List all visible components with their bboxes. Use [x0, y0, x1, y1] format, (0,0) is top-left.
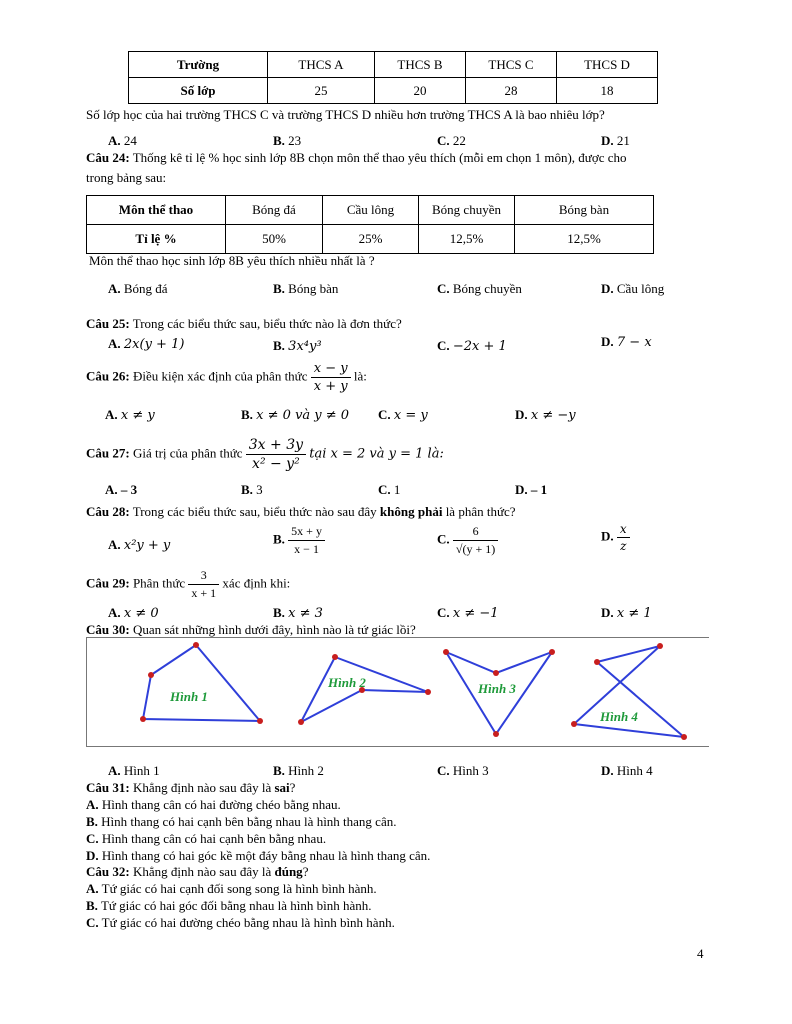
q28-option-b: B. $\frac{5x + y}{x - 1}$ [273, 524, 325, 557]
table-header-cell: THCS D [557, 52, 658, 78]
q30-option-d: D. Hình 4 [601, 763, 653, 778]
q26-text: Câu 26: Điều kiện xác định của phân thức $\frac{x - y}{x + y}$ là: [86, 361, 367, 394]
q28-text: Câu 28: Trong các biểu thức sau, biểu thức nào sau đây không phải là phân thức? [86, 504, 516, 519]
q27-text: Câu 27: Giá trị của phân thức $\frac{3x + 3y}{\text{x² − y²}}$ tại x = 2 và y = 1 là: [86, 437, 444, 472]
table-cell: 25 [268, 78, 375, 104]
q31-option-a: A. Hình thang cân có hai đường chéo bằng nhau. [86, 797, 341, 812]
q28-option-d: D. $\frac{x}{z}$ [601, 522, 630, 553]
table-header-cell: Cầu lông [323, 196, 419, 225]
table-header-cell: Môn thể thao [87, 196, 226, 225]
q29-option-c: C. x ≠ −1 [437, 605, 499, 621]
q26-option-c: C. x = y [378, 407, 428, 423]
school-classes-table [128, 51, 658, 104]
figure-4-label: Hình 4 [600, 709, 638, 724]
table-cell: 12,5% [515, 225, 654, 254]
q28-option-c: C. $\frac{6}{√(y + 1)}$ [437, 524, 498, 557]
q25-option-b: B. 3x⁴y³ [273, 338, 322, 354]
figure-1-label: Hình 1 [170, 689, 208, 704]
table-header-cell: Bóng đá [226, 196, 323, 225]
table-header-cell: THCS B [375, 52, 466, 78]
table-cell: Tỉ lệ % [87, 225, 226, 254]
figure-3-label: Hình 3 [478, 681, 516, 696]
q31-text: Câu 31: Khẳng định nào sau đây là sai? [86, 780, 296, 795]
figure-3 [443, 649, 555, 737]
q31-option-d: D. Hình thang có hai góc kề một đáy bằng nhau là hình thang cân. [86, 848, 431, 863]
q32-text: Câu 32: Khẳng định nào sau đây là đúng? [86, 864, 309, 879]
q25-text: Câu 25: Trong các biểu thức sau, biểu thức nào là đơn thức? [86, 316, 402, 331]
q24-text: Câu 24: Thống kê tỉ lệ % học sinh lớp 8B chọn môn thể thao yêu thích (mỗi em chọn 1 môn), được cho [86, 150, 627, 165]
q26-fraction: $\frac{x - y}{x + y}$ [311, 361, 351, 394]
quadrilateral-figures-svg [86, 637, 708, 747]
q30-option-c: C. Hình 3 [437, 763, 489, 778]
q24-question: Môn thể thao học sinh lớp 8B yêu thích nhiều nhất là ? [89, 253, 375, 268]
q23-option-c: C. 22 [437, 133, 466, 148]
q27-option-a: A. – 3 [105, 482, 138, 497]
figure-1 [140, 642, 263, 724]
q23-option-d: D. 21 [601, 133, 630, 148]
table-header-cell: Bóng bàn [515, 196, 654, 225]
page-number: 4 [697, 946, 704, 961]
figure-4 [571, 643, 687, 740]
q29-option-a: A. x ≠ 0 [108, 605, 159, 621]
table-cell: 25% [323, 225, 419, 254]
q23-option-b: B. 23 [273, 133, 302, 148]
q32-option-a: A. Tứ giác có hai cạnh đối song song là hình bình hành. [86, 881, 377, 896]
figure-2-label: Hình 2 [328, 675, 366, 690]
q24-text-2: trong bảng sau: [86, 170, 167, 185]
table-cell: 50% [226, 225, 323, 254]
q24-option-c: C. Bóng chuyền [437, 281, 522, 296]
q23-text: Số lớp học của hai trường THCS C và trường THCS D nhiều hơn trường THCS A là bao nhiêu lớp? [86, 107, 605, 122]
q27-option-b: B. 3 [241, 482, 263, 497]
table-header-cell: THCS C [466, 52, 557, 78]
q26-option-b: B. x ≠ 0 và y ≠ 0 [241, 407, 350, 423]
q29-fraction: $\frac{3}{x + 1}$ [188, 568, 219, 601]
table-cell: 20 [375, 78, 466, 104]
q26-option-a: A. x ≠ y [105, 407, 155, 423]
q31-option-b: B. Hình thang có hai cạnh bên bằng nhau là hình thang cân. [86, 814, 397, 829]
q26-option-d: D. x ≠ −y [515, 407, 576, 423]
table-cell: Số lớp [129, 78, 268, 104]
q31-option-c: C. Hình thang cân có hai cạnh bên bằng nhau. [86, 831, 327, 846]
q24-option-b: B. Bóng bàn [273, 281, 339, 296]
q30-text: Câu 30: Quan sát những hình dưới đây, hình nào là tứ giác lồi? [86, 622, 416, 637]
q25-option-a: A. 2x(y + 1) [108, 336, 185, 352]
q30-option-a: A. Hình 1 [108, 763, 160, 778]
q29-option-d: D. x ≠ 1 [601, 605, 652, 621]
table-cell: 28 [466, 78, 557, 104]
q25-option-d: D. 7 − x [601, 334, 652, 350]
table-cell: 18 [557, 78, 658, 104]
q27-option-d: D. – 1 [515, 482, 548, 497]
q24-option-a: A. Bóng đá [108, 281, 168, 296]
q27-fraction: $\frac{3x + 3y}{\text{x² − y²}}$ [246, 437, 306, 472]
q25-option-c: C. −2x + 1 [437, 338, 507, 354]
table-cell: 12,5% [419, 225, 515, 254]
table-header-cell: Trường [129, 52, 268, 78]
q30-option-b: B. Hình 2 [273, 763, 324, 778]
q27-option-c: C. 1 [378, 482, 401, 497]
q29-option-b: B. x ≠ 3 [273, 605, 323, 621]
q24-option-d: D. Cầu lông [601, 281, 665, 296]
figure-2 [298, 654, 431, 725]
q32-option-c: C. Tứ giác có hai đường chéo bằng nhau là hình bình hành. [86, 915, 395, 930]
q23-option-a: A. 24 [108, 133, 137, 148]
table-header-cell: THCS A [268, 52, 375, 78]
q28-option-a: A. x²y + y [108, 537, 171, 553]
table-header-cell: Bóng chuyền [419, 196, 515, 225]
sports-table [86, 195, 654, 254]
q29-text: Câu 29: Phân thức $\frac{3}{x + 1}$ xác định khi: [86, 568, 291, 600]
q32-option-b: B. Tứ giác có hai góc đối bằng nhau là hình bình hành. [86, 898, 372, 913]
